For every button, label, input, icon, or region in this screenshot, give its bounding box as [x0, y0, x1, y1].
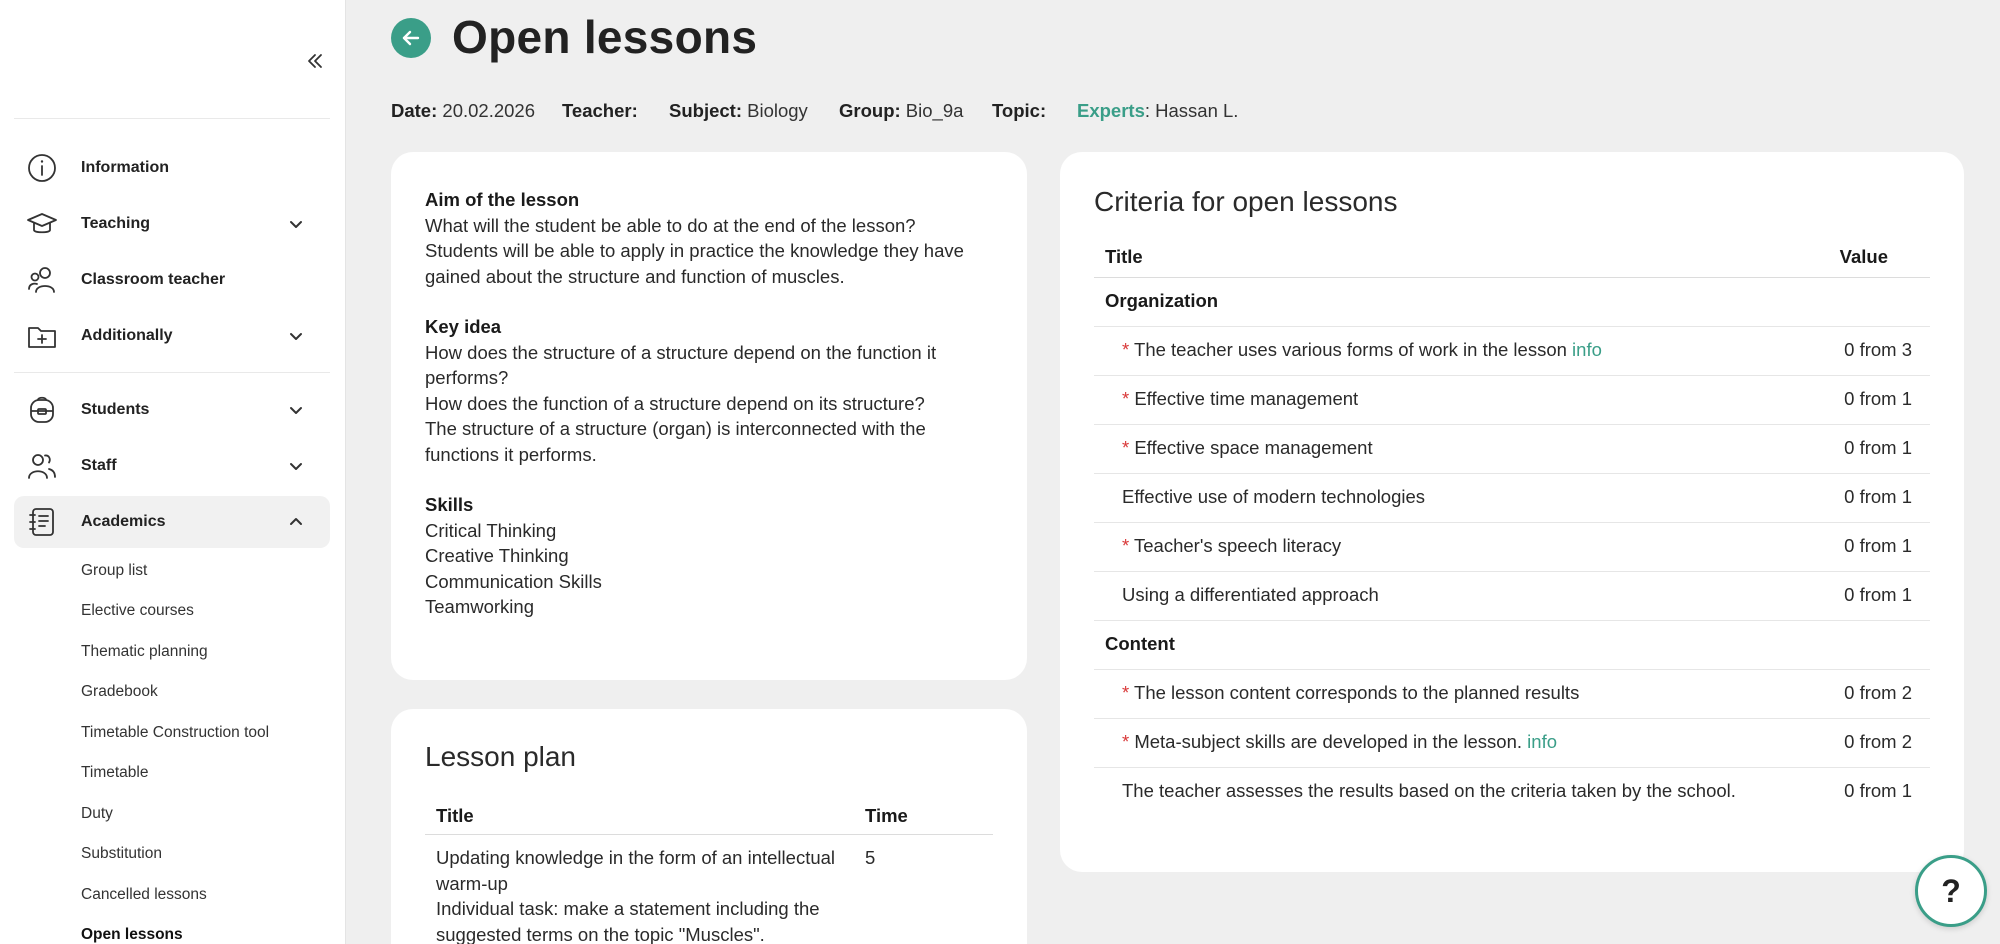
notebook-icon [26, 506, 58, 538]
column-header-title: Title [436, 805, 474, 826]
sidebar-item-label: Academics [81, 513, 166, 530]
key-idea-text-line: How does the structure of a structure depend on the function it [425, 341, 937, 363]
key-idea-text-line: The structure of a structure (organ) is interconnected with the [425, 418, 926, 439]
criteria-text: Using a differentiated approach [1122, 584, 1379, 605]
graduation-cap-icon [26, 208, 58, 240]
plan-row-title-line: Updating knowledge in the form of an intellectual [436, 847, 836, 868]
sidebar-item-label: Classroom teacher [81, 271, 226, 288]
collapse-sidebar-button[interactable] [300, 46, 330, 76]
meta-date-value: 20.02.2026 [442, 100, 535, 121]
sidebar-item-label: Students [81, 401, 150, 418]
criteria-section-title: Content [1105, 633, 1175, 654]
sidebar-subitem-thematic-planning[interactable]: Thematic planning [81, 643, 208, 660]
sidebar-item-students[interactable] [14, 384, 330, 436]
sidebar-subitem-gradebook[interactable]: Gradebook [81, 683, 158, 700]
skill-item: Communication Skills [425, 570, 602, 592]
criteria-section-title: Organization [1105, 290, 1219, 311]
criteria-row [1094, 670, 1930, 719]
criteria-text: The teacher assesses the results based on the criteria taken by the school. [1122, 780, 1736, 801]
column-header-title: Title [1105, 246, 1143, 267]
required-marker: * [1122, 437, 1130, 458]
criteria-value: 0 from 1 [1844, 535, 1912, 556]
criteria-row [1094, 768, 1930, 817]
criteria-text: Meta-subject skills are developed in the lesson. [1134, 731, 1523, 752]
plan-row-time: 5 [865, 847, 876, 868]
sidebar-divider [14, 372, 330, 373]
meta-topic-label: Topic: [992, 100, 1047, 121]
criteria-title-cell [1122, 682, 1579, 704]
chevron-down-icon [286, 214, 306, 234]
criteria-row [1094, 523, 1930, 572]
criteria-row [1094, 474, 1930, 523]
meta-group-label: Group: [839, 100, 901, 121]
key-idea-heading: Key idea [425, 316, 502, 337]
aim-heading: Aim of the lesson [425, 189, 580, 210]
criteria-value: 0 from 1 [1844, 486, 1912, 507]
double-chevron-left-icon [306, 52, 324, 70]
info-icon [26, 152, 58, 184]
criteria-row [1094, 425, 1930, 474]
criteria-title-cell [1122, 584, 1379, 606]
sidebar-subitem-open-lessons[interactable]: Open lessons [81, 926, 183, 943]
sidebar-subitem-group-list[interactable]: Group list [81, 562, 148, 579]
criteria-value: 0 from 3 [1844, 339, 1912, 360]
sidebar-subitem-timetable-construction-tool[interactable]: Timetable Construction tool [81, 724, 270, 741]
sidebar-item-classroom-teacher[interactable] [14, 254, 330, 306]
meta-date [391, 100, 535, 122]
column-header-time: Time [865, 805, 908, 826]
lesson-aim-card [391, 152, 1027, 680]
meta-group-value: Bio_9a [905, 100, 964, 121]
sidebar-item-additionally[interactable] [14, 310, 330, 362]
criteria-title-cell [1122, 535, 1341, 557]
sidebar-subitem-duty[interactable]: Duty [81, 805, 113, 822]
skills-section [425, 492, 995, 620]
help-button[interactable]: ? [1915, 855, 1987, 927]
sidebar-subitem-elective-courses[interactable]: Elective courses [81, 602, 194, 619]
meta-topic [992, 100, 1046, 122]
info-link[interactable]: info [1527, 731, 1557, 752]
plan-row-title-line: warm-up [436, 872, 508, 894]
criteria-value: 0 from 2 [1844, 731, 1912, 752]
chevron-up-icon [286, 512, 306, 532]
folder-plus-icon [26, 320, 58, 352]
sidebar-subitem-substitution[interactable]: Substitution [81, 845, 162, 862]
required-marker: * [1122, 535, 1130, 556]
lesson-plan-title: Lesson plan [425, 741, 577, 772]
required-marker: * [1122, 682, 1130, 703]
criteria-text: Effective use of modern technologies [1122, 486, 1426, 507]
info-link[interactable]: info [1572, 339, 1602, 360]
required-marker: * [1122, 388, 1130, 409]
meta-experts-value: : Hassan L. [1144, 100, 1239, 121]
plan-row-title-line: suggested terms on the topic "Muscles". [436, 923, 765, 944]
sidebar-item-academics[interactable] [14, 496, 330, 548]
criteria-text: Effective space management [1134, 437, 1373, 458]
key-idea-section [425, 314, 995, 467]
sidebar-divider [14, 118, 330, 119]
sidebar-item-label: Teaching [81, 215, 151, 232]
meta-group [839, 100, 963, 122]
sidebar-item-label: Additionally [81, 327, 173, 344]
required-marker: * [1122, 731, 1130, 752]
criteria-row [1094, 327, 1930, 376]
meta-subject [669, 100, 808, 122]
criteria-value: 0 from 1 [1844, 388, 1912, 409]
chevron-down-icon [286, 456, 306, 476]
plan-row-title-line: Individual task: make a statement including the [436, 898, 820, 919]
sidebar [0, 0, 346, 944]
criteria-text: The lesson content corresponds to the planned results [1134, 682, 1580, 703]
criteria-title-cell [1122, 339, 1602, 361]
sidebar-item-teaching[interactable] [14, 198, 330, 250]
chevron-down-icon [286, 326, 306, 346]
criteria-title-cell [1122, 731, 1557, 753]
skill-item: Critical Thinking [425, 519, 557, 541]
criteria-text: The teacher uses various forms of work in the lesson [1134, 339, 1567, 360]
page-title: Open lessons [452, 11, 758, 63]
sidebar-item-label: Information [81, 159, 169, 176]
criteria-title-cell [1122, 388, 1358, 410]
meta-subject-value: Biology [747, 100, 808, 121]
back-button[interactable] [391, 18, 431, 58]
criteria-value: 0 from 2 [1844, 682, 1912, 703]
criteria-value: 0 from 1 [1844, 437, 1912, 458]
criteria-table [1094, 238, 1930, 817]
criteria-section-row [1094, 278, 1930, 327]
criteria-title-cell [1122, 486, 1425, 508]
criteria-value: 0 from 1 [1844, 584, 1912, 605]
user-group-icon [26, 264, 58, 296]
criteria-card [1060, 152, 1964, 872]
chevron-down-icon [286, 400, 306, 420]
backpack-icon [26, 394, 58, 426]
required-marker: * [1122, 339, 1130, 360]
meta-date-label: Date: [391, 100, 438, 121]
criteria-row [1094, 572, 1930, 621]
experts-link[interactable]: Experts [1077, 100, 1145, 121]
plan-row-title [436, 845, 856, 944]
meta-teacher [562, 100, 638, 122]
aim-text-line: Students will be able to apply in practice the knowledge they have [425, 240, 964, 261]
criteria-value: 0 from 1 [1844, 780, 1912, 801]
aim-text-line: gained about the structure and function of muscles. [425, 265, 845, 287]
criteria-row [1094, 376, 1930, 425]
arrow-left-icon [400, 27, 422, 49]
criteria-row [1094, 719, 1930, 768]
sidebar-item-information[interactable] [14, 142, 330, 194]
column-header-value: Value [1839, 246, 1888, 267]
sidebar-subitem-timetable[interactable]: Timetable [81, 764, 149, 781]
skill-item: Teamworking [425, 596, 534, 617]
criteria-title-cell [1122, 780, 1736, 802]
meta-teacher-label: Teacher: [562, 100, 638, 121]
criteria-title-cell [1122, 437, 1373, 459]
skill-item: Creative Thinking [425, 545, 569, 566]
meta-experts [1077, 100, 1238, 122]
criteria-title: Criteria for open lessons [1094, 186, 1398, 217]
key-idea-text-line: performs? [425, 367, 509, 388]
aim-section [425, 187, 995, 289]
sidebar-item-staff[interactable] [14, 440, 330, 492]
aim-text-line: What will the student be able to do at the end of the lesson? [425, 214, 916, 236]
lesson-plan-table-header [425, 797, 993, 835]
criteria-text: Teacher's speech literacy [1134, 535, 1342, 556]
key-idea-text-line: How does the function of a structure depend on its structure? [425, 392, 925, 414]
criteria-section-row [1094, 621, 1930, 670]
criteria-table-header [1094, 238, 1930, 278]
sidebar-subitem-cancelled-lessons[interactable]: Cancelled lessons [81, 886, 207, 903]
meta-subject-label: Subject: [669, 100, 742, 121]
key-idea-text-line: functions it performs. [425, 443, 597, 465]
skills-heading: Skills [425, 494, 474, 515]
lesson-plan-card [391, 709, 1027, 944]
criteria-text: Effective time management [1134, 388, 1359, 409]
sidebar-item-label: Staff [81, 457, 117, 474]
users-icon [26, 450, 58, 482]
